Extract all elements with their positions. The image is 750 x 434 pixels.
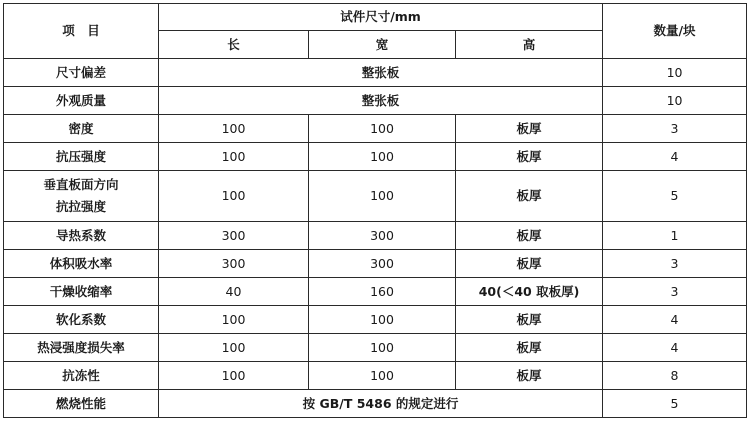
- row-width: 100: [309, 171, 456, 222]
- header-quantity: 数量/块: [603, 4, 747, 59]
- row-quantity: 10: [603, 87, 747, 115]
- row-quantity: 3: [603, 250, 747, 278]
- header-item: 项 目: [4, 4, 159, 59]
- row-length: 100: [159, 362, 309, 390]
- row-span-value: 整张板: [159, 87, 603, 115]
- row-width: 160: [309, 278, 456, 306]
- table-row: [4, 171, 747, 222]
- table-row: [4, 59, 747, 87]
- row-quantity: 1: [603, 222, 747, 250]
- row-height: 板厚: [456, 334, 603, 362]
- row-length: 100: [159, 143, 309, 171]
- row-item: 密度: [4, 115, 159, 143]
- row-height: 板厚: [456, 306, 603, 334]
- row-length: 100: [159, 171, 309, 222]
- table-row: [4, 143, 747, 171]
- row-quantity: 3: [603, 115, 747, 143]
- spec-table-container: [3, 3, 747, 418]
- specimen-size-table: [3, 3, 747, 418]
- header-row-1: [4, 4, 747, 31]
- row-quantity: 4: [603, 306, 747, 334]
- row-height: 板厚: [456, 115, 603, 143]
- row-item: 外观质量: [4, 87, 159, 115]
- table-row: [4, 87, 747, 115]
- row-quantity: 5: [603, 390, 747, 418]
- row-length: 40: [159, 278, 309, 306]
- row-width: 100: [309, 115, 456, 143]
- header-length: 长: [159, 31, 309, 59]
- row-length: 100: [159, 334, 309, 362]
- row-span-value: 按 GB/T 5486 的规定进行: [159, 390, 603, 418]
- row-item: 体积吸水率: [4, 250, 159, 278]
- row-item: 导热系数: [4, 222, 159, 250]
- row-length: 300: [159, 250, 309, 278]
- row-item: 抗压强度: [4, 143, 159, 171]
- header-height: 高: [456, 31, 603, 59]
- row-quantity: 4: [603, 143, 747, 171]
- row-item-line-1: 垂直板面方向: [43, 177, 119, 193]
- table-row: [4, 250, 747, 278]
- row-width: 300: [309, 250, 456, 278]
- row-quantity: 4: [603, 334, 747, 362]
- row-item: 燃烧性能: [4, 390, 159, 418]
- row-item: 尺寸偏差: [4, 59, 159, 87]
- table-row: [4, 115, 747, 143]
- table-row: [4, 222, 747, 250]
- row-length: 100: [159, 306, 309, 334]
- row-width: 100: [309, 306, 456, 334]
- row-item: 抗冻性: [4, 362, 159, 390]
- table-row: [4, 334, 747, 362]
- header-width: 宽: [309, 31, 456, 59]
- row-item: [4, 171, 159, 222]
- table-row: [4, 390, 747, 418]
- row-width: 100: [309, 143, 456, 171]
- table-row: [4, 306, 747, 334]
- row-height: 板厚: [456, 362, 603, 390]
- row-length: 100: [159, 115, 309, 143]
- row-width: 100: [309, 362, 456, 390]
- row-length: 300: [159, 222, 309, 250]
- row-item: 软化系数: [4, 306, 159, 334]
- row-height: 板厚: [456, 250, 603, 278]
- table-row: [4, 278, 747, 306]
- row-height: 板厚: [456, 143, 603, 171]
- row-item: 干燥收缩率: [4, 278, 159, 306]
- row-quantity: 5: [603, 171, 747, 222]
- row-span-value: 整张板: [159, 59, 603, 87]
- row-height: 40(＜40 取板厚): [456, 278, 603, 306]
- row-height: 板厚: [456, 171, 603, 222]
- row-item: 热浸强度损失率: [4, 334, 159, 362]
- table-row: [4, 362, 747, 390]
- row-height: 板厚: [456, 222, 603, 250]
- header-sample-size: 试件尺寸/mm: [159, 4, 603, 31]
- row-quantity: 10: [603, 59, 747, 87]
- row-quantity: 8: [603, 362, 747, 390]
- row-width: 100: [309, 334, 456, 362]
- row-item-line-2: 抗拉强度: [55, 199, 106, 214]
- row-width: 300: [309, 222, 456, 250]
- row-quantity: 3: [603, 278, 747, 306]
